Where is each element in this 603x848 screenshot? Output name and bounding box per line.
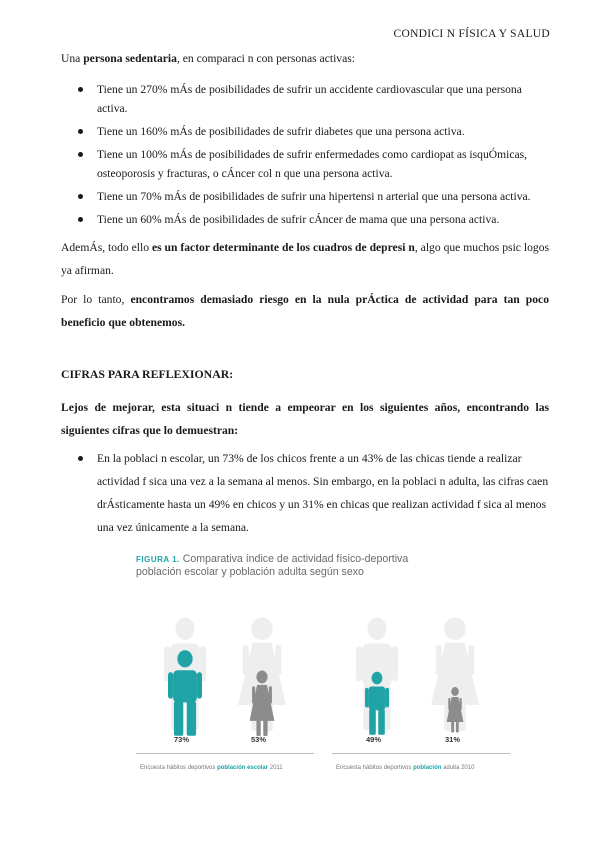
risk-list [61,80,549,233]
depression-paragraph: AdemÁs, todo ello es un factor determinante de los cuadros de depresi n, algo que muchos psic logos ya afirman. [61,241,550,277]
list-item: En la poblaci n escolar, un 73% de los chicos frente a un 43% de las chicas tiende a realizar actividad f sica una vez a la semana al menos. Sin embargo, en la poblaci n adulta, las cifras caen drÁsticamente hasta un 49% en chicos y un 31% en chicas que realizan actividad f sica al menos una vez únicamente a la semana. [61,447,549,539]
caption-right: Encuesta hábitos deportivos población adulta 2010 [336,765,475,771]
intro-paragraph [61,47,549,70]
list-item: Tiene un 100% mÁs de posibilidades de sufrir enfermedades como cardiopat as isquÓmicas, osteoporosis y fracturas, o cÁncer col n que una persona activa. [61,145,549,183]
percent-label: 49% [366,735,382,744]
intro-text: Una [61,52,84,65]
list-item: Tiene un 70% mÁs de posibilidades de sufrir una hipertensi n arterial que una persona activa. [61,187,549,206]
percent-label: 73% [174,735,190,744]
list-item: Tiene un 270% mÁs de posibilidades de sufrir un accidente cardiovascular que una persona activa. [61,80,549,118]
bullet-icon [78,217,83,222]
intro-text-end: , en comparaci n con personas activas: [176,52,355,65]
bullet-icon [78,87,83,92]
activity-figure [136,553,516,783]
list-item: Tiene un 60% mÁs de posibilidades de sufrir cÁncer de mama que una persona activa. [61,210,549,229]
percent-label: 53% [251,735,267,744]
figure-graphic [136,553,516,783]
percent-label: 31% [445,735,461,744]
bullet-icon [78,456,83,461]
section-heading: CIFRAS PARA REFLEXIONAR: [61,367,234,381]
bullet-icon [78,194,83,199]
ghost-figures [164,618,479,732]
risk-paragraph: Por lo tanto, encontramos demasiado riesgo en la nula prÁctica de actividad para tan poco beneficio que obtenemos. [61,293,549,329]
trend-paragraph: Lejos de mejorar, esta situaci n tiende a empeorar en los siguientes años, encontrando las siguientes cifras que lo demuestran: [61,401,549,437]
intro-bold: persona sedentaria [83,52,177,65]
figure-title: FIGURA 1. Comparativa índice de actividad físico-deportiva población escolar y población adulta según sexo [136,553,409,578]
stats-list [61,447,549,543]
figure-label: FIGURA 1. [136,555,180,564]
divider [136,753,314,754]
divider [332,753,510,754]
page-header: CONDICI N FÍSICA Y SALUD [393,28,550,40]
list-item: Tiene un 160% mÁs de posibilidades de sufrir diabetes que una persona activa. [61,122,549,141]
bullet-icon [78,152,83,157]
caption-left: Encuesta hábitos deportivos población escolar 2011 [140,765,283,771]
bullet-icon [78,129,83,134]
